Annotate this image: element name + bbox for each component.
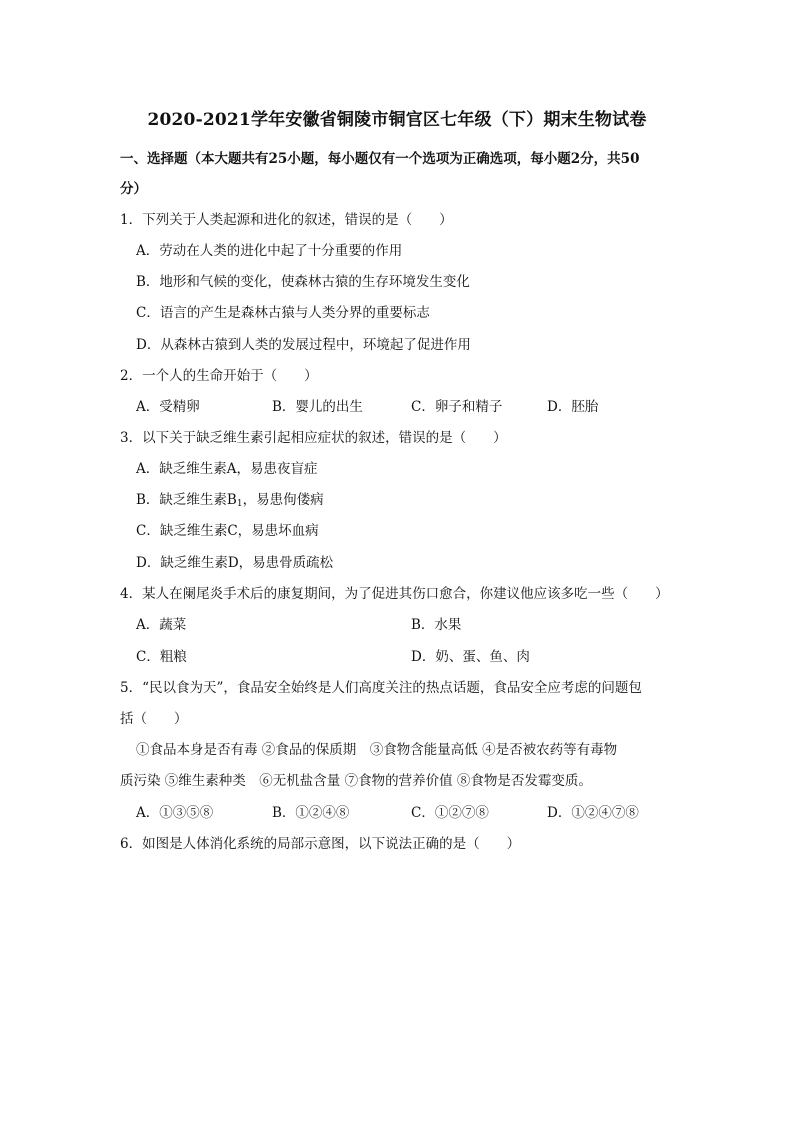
question-3-option-c: C．缺乏维生素C，易患坏血病: [136, 523, 319, 539]
question-3-option-b-subscript: 1: [236, 499, 243, 509]
question-3-option-a: A．缺乏维生素A，易患夜盲症: [136, 461, 318, 477]
question-5-option-a: A．①③⑤⑧: [136, 805, 214, 821]
question-4-option-b: B．水果: [411, 617, 462, 633]
question-5-stem-line1: 5．“民以食为天”，食品安全始终是人们高度关注的热点话题，食品安全应考虑的问题包: [120, 680, 642, 696]
question-5-option-d: D．①②④⑦⑧: [547, 805, 639, 821]
question-5-option-c: C．①②⑦⑧: [411, 805, 489, 821]
question-5-option-b: B．①②④⑧: [272, 805, 350, 821]
section-heading-line1: 一、选择题（本大题共有25小题，每小题仅有一个选项为正确选项，每小题2分，共50: [120, 151, 640, 167]
question-2-option-a: A．受精卵: [136, 399, 200, 415]
question-3-stem: 3．以下关于缺乏维生素引起相应症状的叙述，错误的是（ ）: [120, 430, 507, 446]
question-4-stem: 4．某人在阑尾炎手术后的康复期间，为了促进其伤口愈合，你建议他应该多吃一些（ ）: [120, 586, 669, 602]
question-2-option-b: B．婴儿的出生: [272, 399, 363, 415]
section-heading-line2: 分）: [120, 181, 147, 197]
question-3-option-b-tail: ，易患佝偻病: [242, 492, 324, 508]
question-6-stem: 6．如图是人体消化系统的局部示意图，以下说法正确的是（ ）: [120, 836, 521, 852]
question-3-option-d: D．缺乏维生素D，易患骨质疏松: [136, 555, 334, 571]
question-2-option-d: D．胚胎: [547, 399, 599, 415]
question-5-detail-line2: 质污染 ⑤维生素种类 ⑥无机盐含量 ⑦食物的营养价值 ⑧食物是否发霉变质。: [120, 773, 592, 789]
question-4-option-a: A．蔬菜: [136, 617, 187, 633]
question-3-option-b-text: B．缺乏维生素B: [136, 492, 237, 508]
question-1-option-b: B．地形和气候的变化，使森林古猿的生存环境发生变化: [136, 274, 470, 290]
question-1-option-c: C．语言的产生是森林古猿与人类分界的重要标志: [136, 305, 430, 321]
question-4-option-d: D．奶、蛋、鱼、肉: [411, 649, 530, 665]
question-1-stem: 1．下列关于人类起源和进化的叙述，错误的是（ ）: [120, 212, 453, 228]
page-title: 2020-2021学年安徽省铜陵市铜官区七年级（下）期末生物试卷: [147, 110, 647, 130]
question-1-option-d: D．从森林古猿到人类的发展过程中，环境起了促进作用: [136, 337, 471, 353]
question-5-stem-line2: 括（ ）: [120, 711, 188, 727]
question-4-option-c: C．粗粮: [136, 649, 187, 665]
question-5-detail-line1: ①食品本身是否有毒 ②食品的保质期 ③食物含能量高低 ④是否被农药等有毒物: [136, 742, 618, 758]
question-1-option-a: A．劳动在人类的进化中起了十分重要的作用: [136, 243, 403, 259]
question-3-option-b: [136, 488, 324, 509]
question-2-option-c: C．卵子和精子: [411, 399, 503, 415]
question-2-stem: 2．一个人的生命开始于（ ）: [120, 368, 318, 384]
